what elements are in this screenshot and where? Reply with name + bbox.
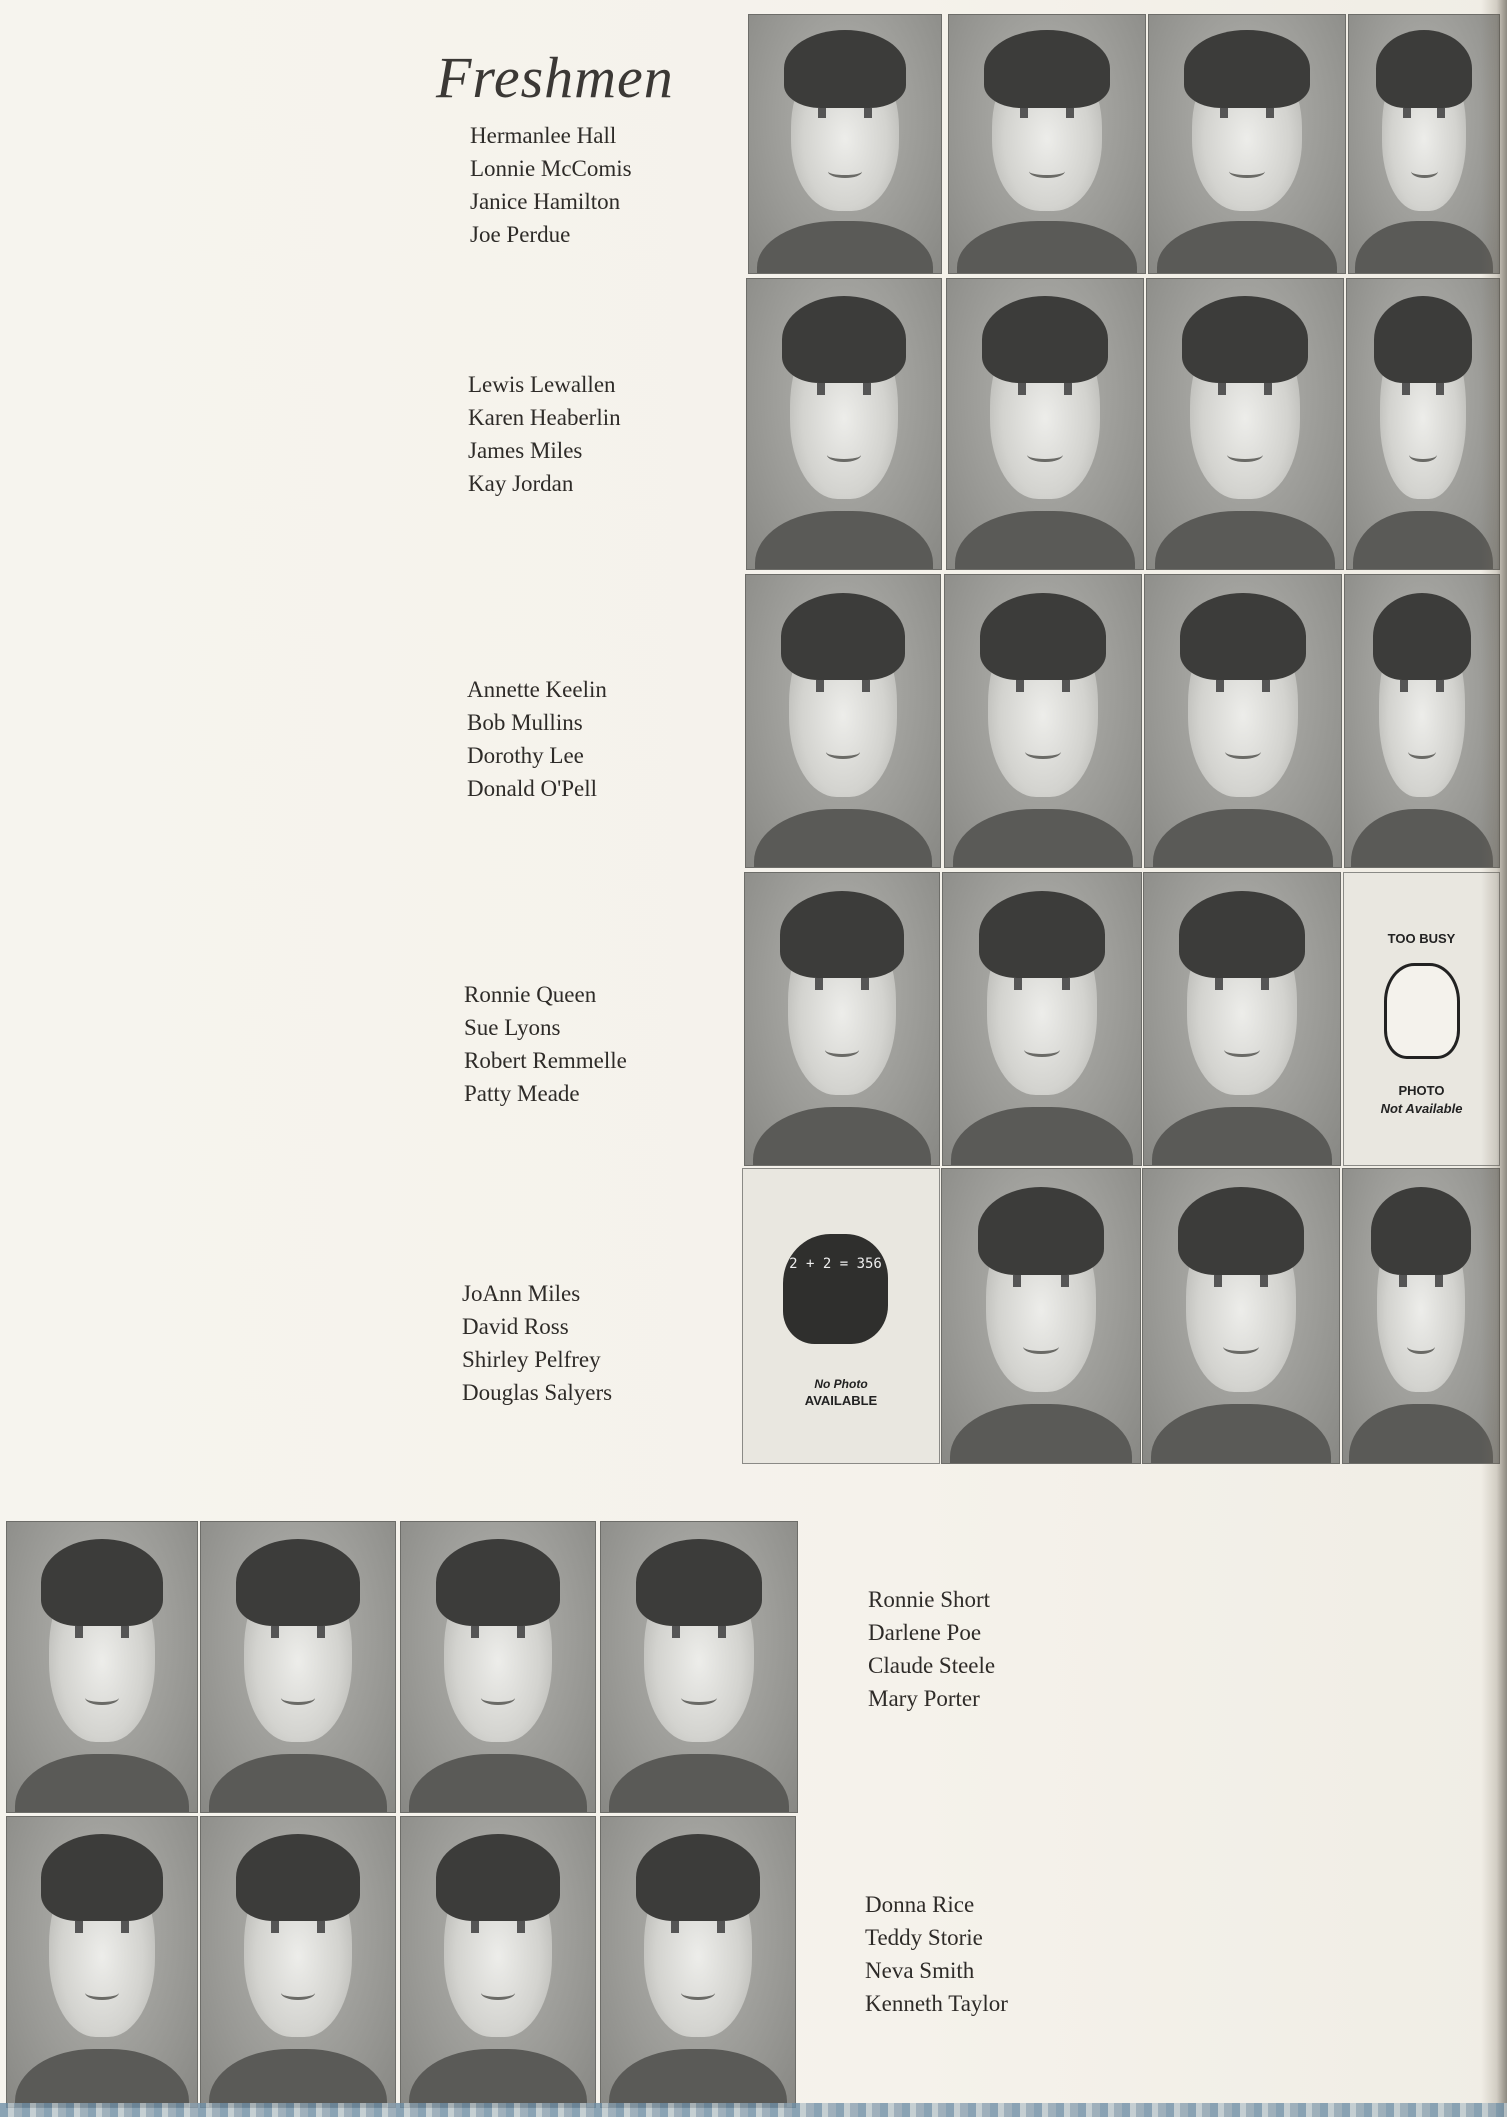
not-available-label: Not Available [1380,1101,1463,1116]
student-name: Kay Jordan [468,471,574,496]
student-name: Joe Perdue [470,222,571,247]
student-photo [1342,1168,1500,1464]
student-name: Bob Mullins [467,710,583,735]
student-name: Patty Meade [464,1081,580,1106]
page-title: Freshmen [436,45,674,110]
name-list-row-3 [467,673,607,805]
student-photo [600,1816,796,2108]
chalkboard-icon [783,1234,888,1344]
name-list-row-1 [470,119,632,251]
student-photo [6,1521,198,1813]
student-name: Robert Remmelle [464,1048,627,1073]
name-list-row-2 [468,368,621,500]
too-busy-label: TOO BUSY [1387,931,1456,946]
student-name: Janice Hamilton [470,189,621,214]
available-label: AVAILABLE [804,1393,878,1408]
student-photo [600,1521,798,1813]
student-name: Sue Lyons [464,1015,561,1040]
student-name: Neva Smith [865,1958,975,1983]
student-photo [6,1816,198,2108]
student-photo [941,1168,1141,1464]
student-photo [1346,278,1500,570]
student-photo [948,14,1146,274]
student-photo [748,14,942,274]
student-photo [1148,14,1346,274]
student-photo [1344,574,1500,868]
name-list-row-5 [462,1277,612,1409]
student-photo [745,574,941,868]
student-name: Ronnie Queen [464,982,597,1007]
student-name: Douglas Salyers [462,1380,613,1405]
name-list-row-7 [865,1888,1008,2020]
student-photo [944,574,1142,868]
student-photo [1348,14,1500,274]
no-photo-label: No Photo [814,1377,868,1391]
student-name: Annette Keelin [467,677,607,702]
student-name: Claude Steele [868,1653,996,1678]
student-name: Lonnie McComis [470,156,632,181]
student-name: Dorothy Lee [467,743,584,768]
chalkboard-math: 2 + 2 = 356 [789,1256,882,1272]
student-name: Mary Porter [868,1686,980,1711]
student-photo [1144,574,1342,868]
student-name: JoAnn Miles [462,1281,581,1306]
no-photo-placeholder [742,1168,940,1464]
student-photo [746,278,942,570]
student-photo [200,1816,396,2108]
cartoon-kid-icon [1384,963,1460,1059]
student-name: Hermanlee Hall [470,123,617,148]
student-photo [200,1521,396,1813]
student-photo [400,1521,596,1813]
name-list-row-4 [464,978,627,1110]
student-name: David Ross [462,1314,569,1339]
student-photo [400,1816,596,2108]
student-photo [946,278,1144,570]
student-name: Darlene Poe [868,1620,982,1645]
student-name: James Miles [468,438,583,463]
student-photo [1143,872,1341,1166]
student-name: Karen Heaberlin [468,405,621,430]
photo-label: PHOTO [1398,1083,1445,1098]
photo-not-available-placeholder [1343,872,1500,1166]
student-photo [1146,278,1344,570]
student-name: Shirley Pelfrey [462,1347,601,1372]
student-photo [744,872,940,1166]
student-name: Teddy Storie [865,1925,983,1950]
page-bottom-edge [0,2103,1507,2117]
student-photo [942,872,1142,1166]
name-list-row-6 [868,1583,995,1715]
student-name: Ronnie Short [868,1587,991,1612]
student-name: Donald O'Pell [467,776,597,801]
student-name: Donna Rice [865,1892,975,1917]
student-name: Lewis Lewallen [468,372,616,397]
student-photo [1142,1168,1340,1464]
page-binding-shadow [1481,0,1507,2117]
student-name: Kenneth Taylor [865,1991,1008,2016]
